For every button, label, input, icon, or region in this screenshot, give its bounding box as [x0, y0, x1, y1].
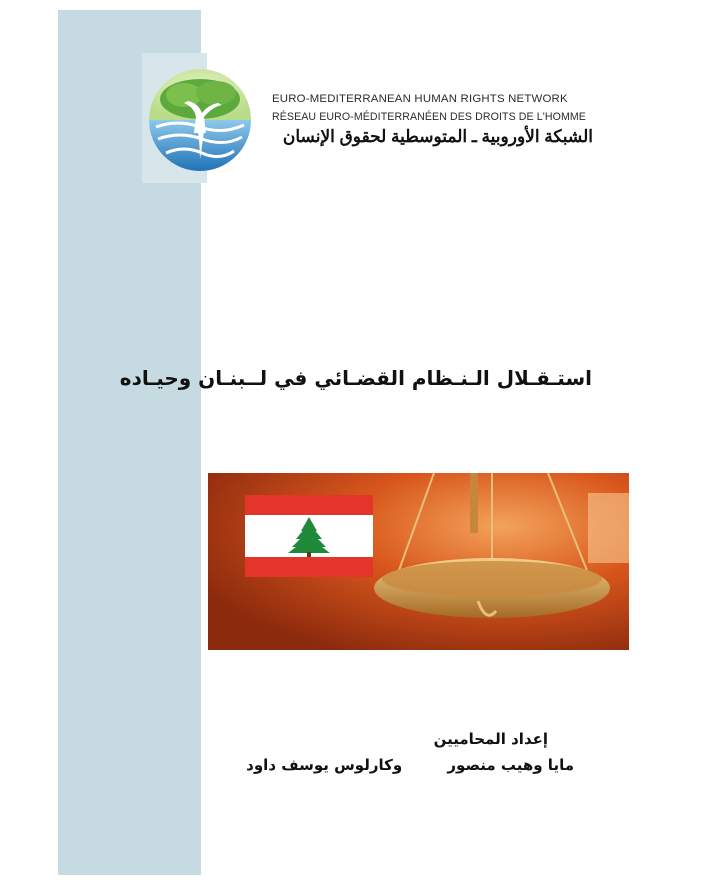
cover-photo [208, 473, 629, 650]
org-name-english: EURO-MEDITERRANEAN HUMAN RIGHTS NETWORK [272, 93, 568, 105]
lebanon-flag-icon [245, 495, 373, 577]
author-1: مايا وهيب منصور [447, 756, 574, 774]
org-name-french: RÉSEAU EURO-MÉDITERRANÉEN DES DROITS DE L'HOMME [272, 111, 586, 123]
authors-line [240, 756, 574, 774]
prepared-by-label: إعداد المحاميين [433, 730, 548, 748]
author-2: وكارلوس يوسف داود [246, 756, 403, 774]
document-title: استـقـلال الـنـظام القضـائي في لــبنـان وحيـاده [119, 366, 592, 390]
tree-icon [148, 67, 252, 173]
org-name-arabic: الشبكة الأوروبية ـ المتوسطية لحقوق الإنسان [282, 127, 593, 146]
